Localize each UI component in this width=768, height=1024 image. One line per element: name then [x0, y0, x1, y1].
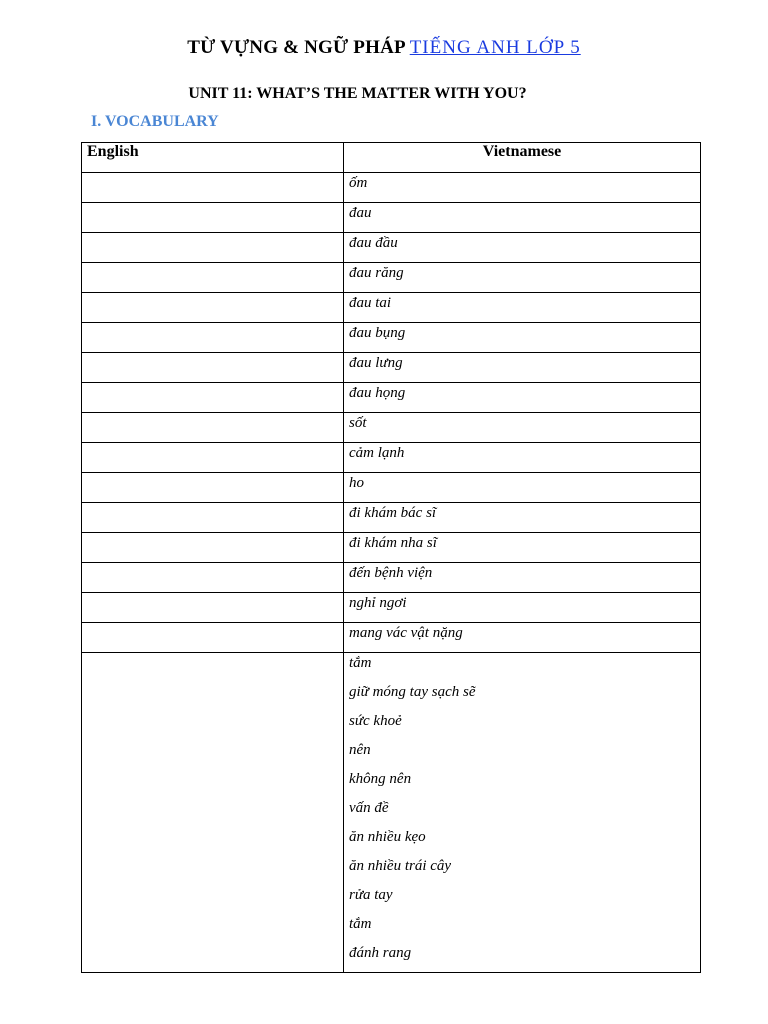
column-header-english: English — [82, 143, 344, 173]
table-row — [82, 533, 701, 563]
english-cell[interactable] — [82, 443, 344, 473]
vietnamese-cell: đau răng — [344, 263, 701, 293]
vietnamese-term: đánh rang — [349, 945, 412, 961]
english-cell[interactable] — [82, 563, 344, 593]
vietnamese-cell: đến bệnh viện — [344, 563, 701, 593]
english-cell[interactable] — [82, 653, 344, 973]
vietnamese-cell: đau họng — [344, 383, 701, 413]
english-cell[interactable] — [82, 623, 344, 653]
vietnamese-term: nên — [349, 742, 371, 758]
table-row — [82, 503, 701, 533]
table-row — [82, 173, 701, 203]
vietnamese-term: tắm — [349, 916, 372, 932]
vietnamese-term: tắm — [349, 655, 372, 671]
section-heading: I. VOCABULARY — [91, 113, 219, 130]
english-cell[interactable] — [82, 413, 344, 443]
english-cell[interactable] — [82, 353, 344, 383]
vocabulary-table — [81, 142, 701, 973]
english-cell[interactable] — [82, 293, 344, 323]
english-cell[interactable] — [82, 533, 344, 563]
vietnamese-term: sức khoẻ — [349, 713, 402, 729]
vietnamese-term: giữ móng tay sạch sẽ — [349, 684, 476, 700]
table-row — [82, 593, 701, 623]
table-row — [82, 233, 701, 263]
vietnamese-cell: đau tai — [344, 293, 701, 323]
vietnamese-cell: ho — [344, 473, 701, 503]
table-row — [82, 623, 701, 653]
table-row-multi — [82, 653, 701, 973]
vietnamese-cell: nghỉ ngơi — [344, 593, 701, 623]
table-row — [82, 443, 701, 473]
table-header-row — [82, 143, 701, 173]
vietnamese-cell: đau bụng — [344, 323, 701, 353]
vietnamese-cell: đi khám bác sĩ — [344, 503, 701, 533]
vietnamese-term: ăn nhiều kẹo — [349, 829, 426, 845]
table-row — [82, 203, 701, 233]
vietnamese-cell: đau lưng — [344, 353, 701, 383]
english-cell[interactable] — [82, 503, 344, 533]
english-cell[interactable] — [82, 383, 344, 413]
table-row — [82, 263, 701, 293]
vietnamese-cell: mang vác vật nặng — [344, 623, 701, 653]
table-row — [82, 413, 701, 443]
vietnamese-cell: đau đầu — [344, 233, 701, 263]
vietnamese-term: không nên — [349, 771, 412, 787]
vietnamese-cell: sốt — [344, 413, 701, 443]
vietnamese-term: ăn nhiều trái cây — [349, 858, 452, 874]
title-main: TỪ VỰNG & NGỮ PHÁP — [187, 37, 405, 58]
vietnamese-cell: đau — [344, 203, 701, 233]
vietnamese-term: vấn đề — [349, 800, 389, 816]
english-cell[interactable] — [82, 173, 344, 203]
vietnamese-term: rửa tay — [349, 887, 393, 903]
english-cell[interactable] — [82, 203, 344, 233]
column-header-vietnamese: Vietnamese — [344, 143, 701, 173]
english-cell[interactable] — [82, 233, 344, 263]
table-row — [82, 323, 701, 353]
document-title — [0, 37, 768, 59]
english-cell[interactable] — [82, 323, 344, 353]
english-cell[interactable] — [82, 263, 344, 293]
table-row — [82, 293, 701, 323]
table-row — [82, 383, 701, 413]
vietnamese-cell: đi khám nha sĩ — [344, 533, 701, 563]
english-cell[interactable] — [82, 473, 344, 503]
vietnamese-cell: cảm lạnh — [344, 443, 701, 473]
unit-heading: UNIT 11: WHAT’S THE MATTER WITH YOU? — [188, 85, 527, 102]
table-row — [82, 473, 701, 503]
vietnamese-cell: ốm — [344, 173, 701, 203]
table-row — [82, 353, 701, 383]
table-row — [82, 563, 701, 593]
vietnamese-cell-multi — [344, 653, 701, 973]
english-cell[interactable] — [82, 593, 344, 623]
title-link[interactable]: TIẾNG ANH LỚP 5 — [409, 37, 581, 58]
